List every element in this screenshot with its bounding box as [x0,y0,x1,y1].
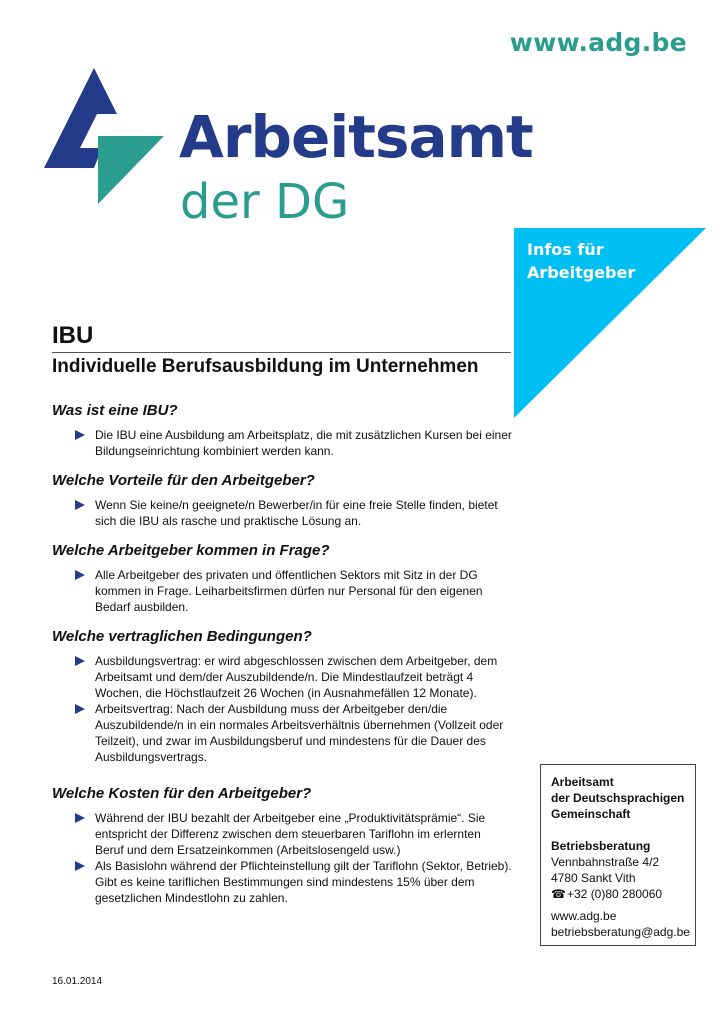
page-subtitle: Individuelle Berufsausbildung im Unternehmen [52,356,479,377]
list-item [52,701,512,765]
contact-city: 4780 Sankt Vith [551,871,636,885]
bullet-arrow-icon [75,570,85,580]
contact-box [540,764,696,946]
list-item [52,810,512,858]
section-heading: Welche Kosten für den Arbeitgeber? [52,785,312,802]
section-vorteile [52,472,512,529]
bullet-arrow-icon [75,430,85,440]
contact-department: Betriebsberatung [551,839,651,853]
section-bedingungen [52,628,512,765]
list-item-text: Wenn Sie keine/n geeignete/n Bewerber/in für eine freie Stelle finden, bietet sich die IBU als rasche und praktische Lösung an. [95,498,498,528]
section-arbeitgeber [52,542,512,615]
document-date: 16.01.2014 [52,976,103,987]
contact-street: Vennbahnstraße 4/2 [551,855,660,869]
contact-org-line-1: Arbeitsamt [551,775,614,789]
badge-line-1: Infos für [527,240,604,259]
section-heading: Welche Vorteile für den Arbeitgeber? [52,472,315,489]
list-item-text: Alle Arbeitgeber des privaten und öffentlichen Sektors mit Sitz in der DG kommen in Frage. Leiharbeitsfirmen dürfen nur Personal für den eigenen Bedarf ausbilden. [95,568,483,614]
contact-web-link[interactable]: www.adg.be [551,909,617,923]
list-item [52,567,512,615]
contact-phone-row [551,886,685,902]
website-url[interactable]: www.adg.be [509,28,687,57]
list-item [52,858,512,906]
badge-line-2: Arbeitgeber [527,263,636,282]
info-badge [514,228,706,418]
list-item [52,497,512,529]
list-item [52,427,512,459]
list-item-text: Arbeitsvertrag: Nach der Ausbildung muss der Arbeitgeber den/die Auszubildende/n in ein normales Arbeitsverhältnis übernehmen (Vollzeit oder Teilzeit), und zwar im Ausbildungsberuf und mindestens für die Dauer des Ausbildungsvertrags. [95,702,504,764]
contact-phone[interactable]: +32 (0)80 280060 [567,887,663,901]
bullet-arrow-icon [75,813,85,823]
contact-email-link[interactable]: betriebsberatung@adg.be [551,925,690,939]
section-heading: Welche Arbeitgeber kommen in Frage? [52,542,330,559]
section-kosten [52,785,512,906]
list-item-text: Die IBU eine Ausbildung am Arbeitsplatz, die mit zusätzlichen Kursen bei einer Bildungseinrichtung kombiniert werden kann. [95,428,512,458]
arbeitsamt-logo [42,68,533,238]
document-body [52,402,512,919]
bullet-arrow-icon [75,656,85,666]
bullet-arrow-icon [75,704,85,714]
page-title: IBU [52,322,94,349]
list-item [52,653,512,701]
logo-word-arbeitsamt: Arbeitsamt [179,103,533,171]
contact-org-line-3: Gemeinschaft [551,807,631,821]
list-item-text: Ausbildungsvertrag: er wird abgeschlossen zwischen dem Arbeitgeber, dem Arbeitsamt und dem/der Auszubildende/n. Die Mindestlaufzeit beträgt 4 Wochen, die Höchstlaufzeit 26 Wochen (in Ausnahmefällen 12 Monate). [95,654,498,700]
phone-icon: ☎ [551,887,566,901]
title-divider [52,352,511,353]
list-item-text: Während der IBU bezahlt der Arbeitgeber eine „Produktivitätsprämie“. Sie entspricht der Differenz zwischen dem steuerbaren Tariflohn im erlernten Beruf und dem Ersatzeinkommen (Arbeitslosengeld usw.) [95,811,486,857]
list-item-text: Als Basislohn während der Pflichteinstellung gilt der Tariflohn (Sektor, Betrieb). Gibt es keine tariflichen Bestimmungen sind mindestens 15% über dem gesetzlichen Mindestlohn zu zahlen. [95,859,512,905]
bullet-arrow-icon [75,861,85,871]
section-heading: Welche vertraglichen Bedingungen? [52,628,312,645]
logo-mark-icon [42,68,172,208]
contact-org-line-2: der Deutschsprachigen [551,791,685,805]
section-was-ist [52,402,512,459]
section-heading: Was ist eine IBU? [52,402,178,419]
bullet-arrow-icon [75,500,85,510]
logo-word-der-dg: der DG [180,174,350,230]
